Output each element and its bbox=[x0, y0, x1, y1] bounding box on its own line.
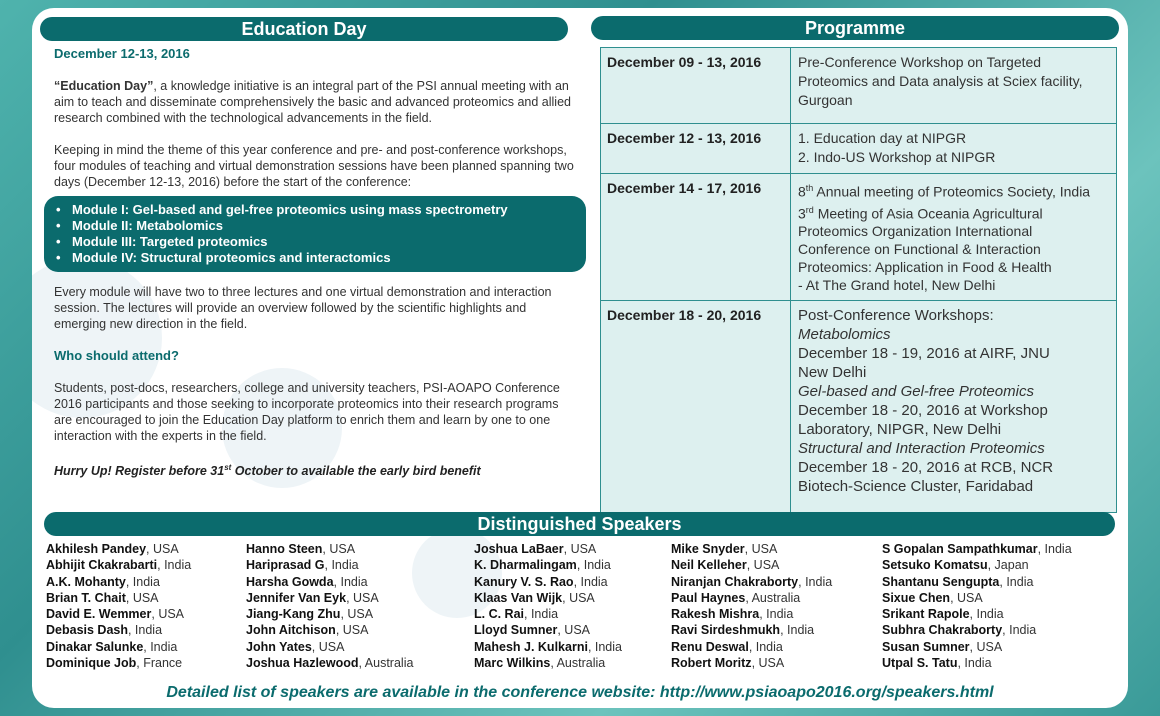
speaker-country: , USA bbox=[311, 639, 345, 654]
modules-intro-paragraph: Keeping in mind the theme of this year conference and pre- and post-conference workshops, four modules of teaching and virtual demonstration sessions have been planned spanning two days (December 12-13, 2016) before the start of the conference: bbox=[54, 143, 574, 189]
speaker-country: , Australia bbox=[358, 656, 414, 671]
speaker-country: , Australia bbox=[550, 656, 606, 671]
speaker-country: , India bbox=[759, 607, 794, 622]
speaker-country: , USA bbox=[563, 542, 597, 556]
speaker-entry bbox=[246, 590, 413, 606]
speaker-country: , USA bbox=[335, 623, 369, 638]
table-row bbox=[601, 124, 1117, 174]
speaker-column bbox=[474, 541, 622, 671]
speaker-entry bbox=[46, 606, 191, 622]
speaker-entry bbox=[882, 622, 1072, 638]
speaker-column bbox=[671, 541, 832, 671]
speaker-country: , India bbox=[573, 574, 608, 589]
speaker-entry bbox=[246, 541, 413, 557]
speaker-entry bbox=[474, 574, 622, 590]
speaker-name: Paul Haynes bbox=[671, 590, 746, 605]
speaker-country: , India bbox=[324, 558, 359, 573]
speaker-name: Subhra Chakraborty bbox=[882, 623, 1003, 638]
speaker-country: , USA bbox=[746, 558, 780, 573]
speaker-name: John Aitchison bbox=[246, 623, 336, 638]
speaker-name: Klaas Van Wijk bbox=[474, 590, 563, 605]
speaker-entry bbox=[882, 557, 1072, 573]
speaker-name: Harsha Gowda bbox=[246, 574, 334, 589]
who-should-attend-heading: Who should attend? bbox=[54, 348, 179, 363]
speaker-name: Hanno Steen bbox=[246, 542, 323, 556]
speaker-name: Lloyd Sumner bbox=[474, 623, 558, 638]
programme-description: Pre-Conference Workshop on Targeted Proteomics and Data analysis at Sciex facility, Gurgoan bbox=[791, 48, 1117, 124]
speaker-entry bbox=[882, 639, 1072, 655]
module-item: • Module II: Metabolomics bbox=[56, 218, 576, 234]
speaker-entry bbox=[474, 655, 622, 671]
speaker-entry bbox=[246, 606, 413, 622]
speaker-entry bbox=[882, 655, 1072, 671]
speaker-country: , USA bbox=[146, 542, 179, 556]
speaker-name: Marc Wilkins bbox=[474, 656, 551, 671]
speaker-name: K. Dharmalingam bbox=[474, 558, 577, 573]
speaker-entry bbox=[671, 622, 832, 638]
education-day-section bbox=[54, 46, 576, 495]
speaker-name: Robert Moritz bbox=[671, 656, 752, 671]
education-day-header: Education Day bbox=[40, 17, 568, 41]
speaker-country: , USA bbox=[562, 590, 595, 605]
programme-table bbox=[600, 47, 1117, 513]
speaker-country: , USA bbox=[950, 590, 983, 605]
speaker-name: John Yates bbox=[246, 639, 312, 654]
speaker-country: , USA bbox=[969, 639, 1003, 654]
speaker-country: , USA bbox=[557, 623, 590, 638]
speaker-name: Debasis Dash bbox=[46, 623, 128, 638]
table-row bbox=[601, 174, 1117, 301]
speaker-country: , India bbox=[780, 623, 815, 638]
speaker-country: , USA bbox=[322, 542, 356, 556]
speaker-entry bbox=[882, 606, 1072, 622]
speaker-country: , USA bbox=[751, 656, 785, 671]
speaker-name: Jennifer Van Eyk bbox=[246, 590, 347, 605]
speaker-country: , India bbox=[1002, 623, 1037, 638]
speaker-country: , India bbox=[127, 623, 163, 638]
speaker-name: Kanury V. S. Rao bbox=[474, 574, 574, 589]
speaker-entry bbox=[671, 639, 832, 655]
speaker-entry bbox=[46, 622, 191, 638]
speaker-entry bbox=[46, 574, 191, 590]
speaker-name: L. C. Rai bbox=[474, 607, 525, 622]
speaker-entry bbox=[246, 557, 413, 573]
speaker-name: Neil Kelleher bbox=[671, 558, 747, 573]
speaker-name: S Gopalan Sampathkumar bbox=[882, 542, 1038, 556]
speaker-country: , India bbox=[1037, 542, 1072, 556]
speaker-entry bbox=[46, 557, 191, 573]
speaker-name: Akhilesh Pandey bbox=[46, 542, 147, 556]
speaker-name: Utpal S. Tatu bbox=[882, 656, 958, 671]
speaker-name: Sixue Chen bbox=[882, 590, 951, 605]
speaker-country: , India bbox=[999, 574, 1034, 589]
speaker-entry bbox=[46, 655, 191, 671]
speaker-name: Joshua LaBaer bbox=[474, 542, 564, 556]
module-item: • Module IV: Structural proteomics and interactomics bbox=[56, 250, 576, 266]
speaker-entry bbox=[474, 639, 622, 655]
speaker-country: , India bbox=[587, 639, 622, 654]
speaker-entry bbox=[246, 655, 413, 671]
speaker-entry bbox=[474, 622, 622, 638]
table-row bbox=[601, 48, 1117, 124]
speaker-entry bbox=[671, 590, 832, 606]
speaker-country: , India bbox=[748, 639, 783, 654]
speaker-entry bbox=[474, 557, 622, 573]
programme-line-3rd: 3rd Meeting of Asia Oceania Agricultural bbox=[798, 204, 1043, 222]
speaker-entry bbox=[671, 606, 832, 622]
speaker-name: A.K. Mohanty bbox=[46, 574, 126, 589]
speaker-name: Shantanu Sengupta bbox=[882, 574, 1000, 589]
speaker-country: , India bbox=[524, 607, 559, 622]
speaker-entry bbox=[671, 541, 832, 557]
speaker-country: , USA bbox=[346, 590, 379, 605]
speaker-entry bbox=[246, 622, 413, 638]
speaker-entry bbox=[882, 590, 1072, 606]
programme-description: 1. Education day at NIPGR 2. Indo-US Workshop at NIPGR bbox=[791, 124, 1117, 174]
speaker-name: Mike Snyder bbox=[671, 542, 745, 556]
speaker-country: , India bbox=[143, 639, 178, 654]
intro-bold: “Education Day” bbox=[54, 79, 154, 93]
attendees-paragraph: Students, post-docs, researchers, college and university teachers, PSI-AOAPO Conference 2016 participants and those seeking to incorporate proteomics into their research programs are encouraged to join the Education Day platform to enrich them and learn by one to one interaction with the experts in the field. bbox=[54, 381, 560, 443]
speaker-name: Abhijit Ckakrabarti bbox=[46, 558, 158, 573]
speaker-name: Mahesh J. Kulkarni bbox=[474, 639, 588, 654]
speaker-country: , Japan bbox=[987, 558, 1029, 573]
speaker-entry bbox=[882, 574, 1072, 590]
speaker-name: David E. Wemmer bbox=[46, 607, 152, 622]
module-item: • Module III: Targeted proteomics bbox=[56, 234, 576, 250]
programme-date: December 14 - 17, 2016 bbox=[601, 174, 791, 301]
speaker-country: , USA bbox=[744, 542, 778, 556]
speaker-entry bbox=[46, 541, 191, 557]
programme-description: 8th Annual meeting of Proteomics Society, India 3rd Meeting of Asia Oceania Agricultural Proteomics Organization International Conference on Functional & Interaction Proteomics: Application in Food & Health - At The Grand hotel, New Delhi bbox=[791, 174, 1117, 301]
speaker-entry bbox=[671, 574, 832, 590]
speaker-country: , USA bbox=[340, 607, 374, 622]
programme-line-8th: 8th Annual meeting of Proteomics Society, India bbox=[798, 183, 1091, 200]
speaker-entry bbox=[46, 639, 191, 655]
intro-rest: , a knowledge initiative is an integral part of the PSI annual meeting with an aim to teach and disseminate comprehensively the basic and advanced proteomics and allied research combined with the technological advancements in the field. bbox=[54, 79, 571, 125]
programme-date: December 09 - 13, 2016 bbox=[601, 48, 791, 124]
speaker-name: Srikant Rapole bbox=[882, 607, 970, 622]
education-dates: December 12-13, 2016 bbox=[54, 46, 190, 61]
programme-header: Programme bbox=[591, 16, 1119, 40]
speaker-name: Jiang-Kang Zhu bbox=[246, 607, 341, 622]
programme-description: Post-Conference Workshops: Metabolomics December 18 - 19, 2016 at AIRF, JNU New Delhi Gel-based and Gel-free Proteomics December 18 - 20, 2016 at Workshop Laboratory, NIPGR, New Delhi Structural and Interaction Proteomics December 18 - 20, 2016 at RCB, NCR Biotech-Science Cluster, Faridabad bbox=[791, 301, 1117, 513]
speaker-name: Setsuko Komatsu bbox=[882, 558, 988, 573]
speaker-name: Hariprasad G bbox=[246, 558, 325, 573]
speaker-name: Dominique Job bbox=[46, 656, 137, 671]
speaker-country: , India bbox=[125, 574, 160, 589]
speaker-column bbox=[246, 541, 413, 671]
speaker-country: , India bbox=[798, 574, 833, 589]
speaker-name: Ravi Sirdeshmukh bbox=[671, 623, 781, 638]
speaker-name: Joshua Hazlewood bbox=[246, 656, 359, 671]
speaker-entry bbox=[882, 541, 1072, 557]
speaker-name: Dinakar Salunke bbox=[46, 639, 144, 654]
speaker-name: Rakesh Mishra bbox=[671, 607, 760, 622]
programme-date: December 12 - 13, 2016 bbox=[601, 124, 791, 174]
speaker-name: Niranjan Chakraborty bbox=[671, 574, 799, 589]
speaker-entry bbox=[671, 655, 832, 671]
register-reminder: Hurry Up! Register before 31st October to available the early bird benefit bbox=[54, 463, 481, 479]
speaker-country: , Australia bbox=[745, 590, 801, 605]
speakers-header: Distinguished Speakers bbox=[44, 512, 1115, 536]
module-item: • Module I: Gel-based and gel-free proteomics using mass spectrometry bbox=[56, 202, 576, 218]
speaker-entry bbox=[671, 557, 832, 573]
speaker-entry bbox=[246, 639, 413, 655]
speaker-country: , India bbox=[576, 558, 611, 573]
speaker-name: Renu Deswal bbox=[671, 639, 749, 654]
speaker-column bbox=[46, 541, 191, 671]
speaker-country: , USA bbox=[151, 607, 185, 622]
speaker-entry bbox=[474, 541, 622, 557]
modules-box bbox=[44, 196, 586, 272]
speaker-name: Susan Sumner bbox=[882, 639, 970, 654]
speaker-country: , India bbox=[333, 574, 368, 589]
speaker-entry bbox=[474, 590, 622, 606]
speaker-entry bbox=[474, 606, 622, 622]
speaker-country: , India bbox=[157, 558, 192, 573]
speaker-country: , France bbox=[136, 656, 183, 671]
speaker-entry bbox=[246, 574, 413, 590]
speaker-column bbox=[882, 541, 1072, 671]
speaker-name: Brian T. Chait bbox=[46, 590, 126, 605]
speaker-country: , USA bbox=[125, 590, 159, 605]
speaker-entry bbox=[46, 590, 191, 606]
speaker-country: , India bbox=[957, 656, 992, 671]
speaker-country: , India bbox=[969, 607, 1004, 622]
intro-paragraph bbox=[54, 78, 576, 126]
lectures-paragraph: Every module will have two to three lectures and one virtual demonstration and interaction session. The lectures will provide an overview followed by the scientific highlights and emerging new direction in the field. bbox=[54, 285, 552, 331]
programme-date: December 18 - 20, 2016 bbox=[601, 301, 791, 513]
table-row bbox=[601, 301, 1117, 513]
speakers-website-note: Detailed list of speakers are available in the conference website: http://www.psiaoapo2016.org/speakers.html bbox=[166, 684, 994, 701]
